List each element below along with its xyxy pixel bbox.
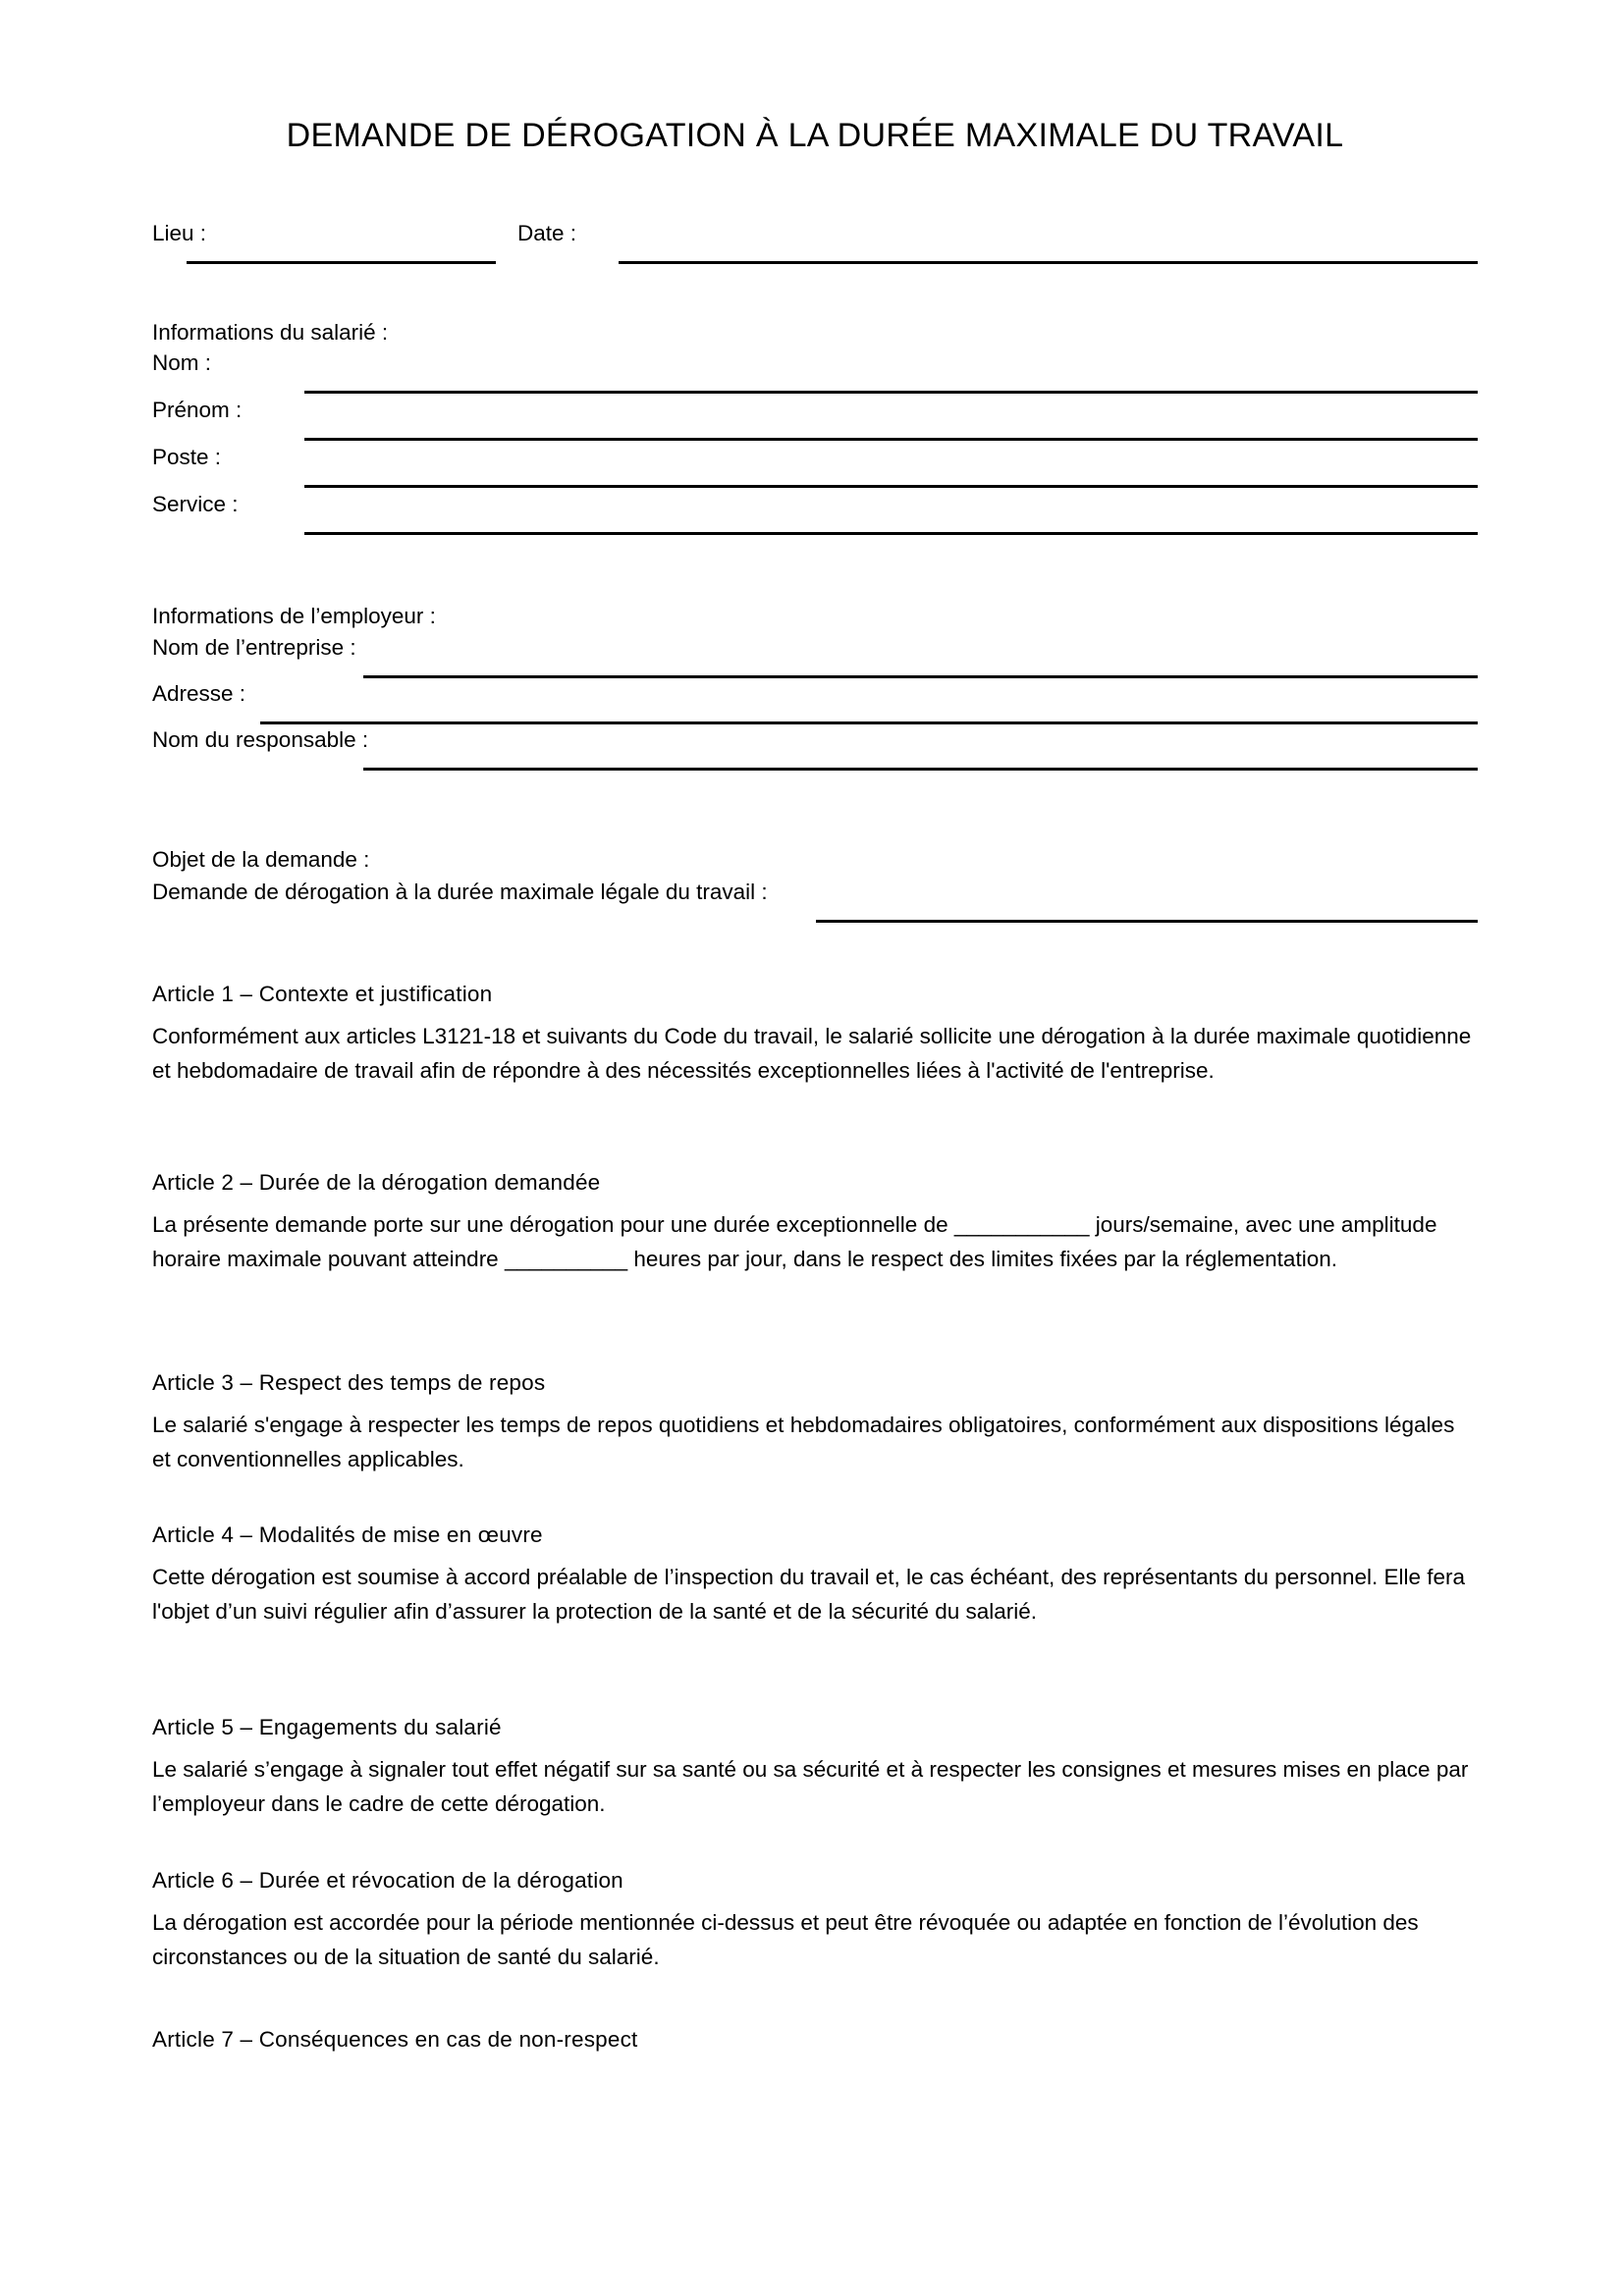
employee-field-prenom — [152, 398, 1478, 441]
responsable-input-rule[interactable] — [363, 768, 1478, 771]
article-2-body-part2: jours/semaine, avec une amplitude horaire maximale pouvant atteindre — [152, 1212, 1437, 1271]
service-label: Service : — [152, 492, 239, 516]
object-request-row — [152, 880, 1478, 923]
article-3-body: Le salarié s'engage à respecter les temps de repos quotidiens et hebdomadaires obligatoires, conformément aux dispositions légales et conventionnelles applicables. — [152, 1413, 1455, 1471]
poste-label: Poste : — [152, 445, 222, 469]
lieu-input-rule[interactable] — [187, 261, 496, 264]
employer-field-responsable — [152, 727, 1478, 771]
article-3-heading: Article 3 – Respect des temps de repos — [152, 1370, 546, 1395]
article-2-blank-duration[interactable]: ___________ — [953, 1212, 1090, 1237]
nom-input-rule[interactable] — [304, 391, 1478, 394]
article-2-body-part3: heures par jour, dans le respect des limites fixées par la réglementation. — [627, 1247, 1337, 1271]
adresse-input-rule[interactable] — [260, 721, 1478, 724]
article-2-blank-hours[interactable]: __________ — [504, 1247, 628, 1271]
article-2-body-part1: La présente demande porte sur une dérogation pour une durée exceptionnelle de — [152, 1212, 954, 1237]
service-input-rule[interactable] — [304, 532, 1478, 535]
entreprise-label: Nom de l’entreprise : — [152, 635, 356, 660]
employer-field-adresse — [152, 681, 1478, 724]
lieu-field-row — [152, 221, 506, 264]
employee-field-nom — [152, 350, 1478, 394]
employee-field-service — [152, 492, 1478, 535]
article-4-body: Cette dérogation est soumise à accord préalable de l’inspection du travail et, le cas échéant, des représentants du personnel. Elle fera l'objet d’un suivi régulier afin d’assurer la protection de la santé et de la sécurité du salarié. — [152, 1565, 1466, 1624]
employee-field-poste — [152, 445, 1478, 488]
poste-input-rule[interactable] — [304, 485, 1478, 488]
employee-section-heading: Informations du salarié : — [152, 320, 389, 345]
article-7-heading: Article 7 – Conséquences en cas de non-respect — [152, 2027, 638, 2052]
page-title: DEMANDE DE DÉROGATION À LA DURÉE MAXIMALE DU TRAVAIL — [286, 117, 1344, 154]
date-input-rule[interactable] — [619, 261, 1478, 264]
article-2-body — [152, 1207, 1478, 1276]
article-6-heading: Article 6 – Durée et révocation de la dérogation — [152, 1868, 623, 1893]
article-1-heading: Article 1 – Contexte et justification — [152, 982, 493, 1006]
article-2-heading: Article 2 – Durée de la dérogation demandée — [152, 1170, 601, 1195]
employer-field-entreprise — [152, 635, 1478, 678]
date-label: Date : — [517, 221, 577, 245]
article-4-heading: Article 4 – Modalités de mise en œuvre — [152, 1522, 543, 1547]
nom-label: Nom : — [152, 350, 212, 375]
article-1-body: Conformément aux articles L3121-18 et suivants du Code du travail, le salarié sollicite une dérogation à la durée maximale quotidienne et hebdomadaire de travail afin de répondre à des nécessités exceptionnelles liées à l'activité de l'entreprise. — [152, 1024, 1472, 1083]
employer-section-heading: Informations de l’employeur : — [152, 604, 436, 628]
entreprise-input-rule[interactable] — [363, 675, 1478, 678]
object-section-heading: Objet de la demande : — [152, 847, 370, 872]
responsable-label: Nom du responsable : — [152, 727, 369, 752]
article-6-body: La dérogation est accordée pour la période mentionnée ci-dessus et peut être révoquée ou adaptée en fonction de l’évolution des circonstances ou de la situation de santé du salarié. — [152, 1910, 1419, 1969]
object-request-input-rule[interactable] — [816, 920, 1478, 923]
prenom-input-rule[interactable] — [304, 438, 1478, 441]
adresse-label: Adresse : — [152, 681, 246, 706]
lieu-label: Lieu : — [152, 221, 207, 245]
date-field-row — [517, 221, 1478, 264]
article-5-heading: Article 5 – Engagements du salarié — [152, 1715, 502, 1739]
article-5-body: Le salarié s’engage à signaler tout effet négatif sur sa santé ou sa sécurité et à respecter les consignes et mesures mises en place par l’employeur dans le cadre de cette dérogation. — [152, 1757, 1469, 1816]
object-request-label: Demande de dérogation à la durée maximale légale du travail : — [152, 880, 768, 904]
prenom-label: Prénom : — [152, 398, 243, 422]
